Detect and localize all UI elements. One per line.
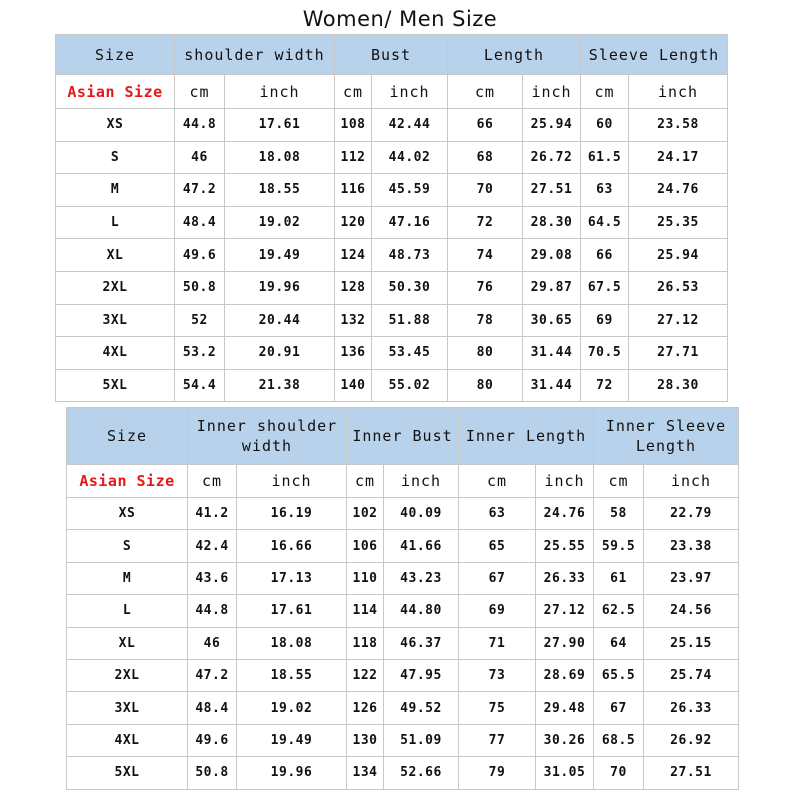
unit-label: inch (372, 75, 448, 109)
measurement-cell: 124 (335, 239, 372, 272)
measurement-cell: 70 (448, 174, 523, 207)
unit-label: inch (536, 465, 594, 498)
measurement-cell: 31.05 (536, 757, 594, 789)
measurement-cell: 53.45 (372, 337, 448, 370)
table-row (56, 109, 728, 142)
measurement-cell: 44.8 (175, 109, 225, 142)
measurement-cell: 18.08 (225, 141, 335, 174)
measurement-cell: 30.65 (523, 304, 581, 337)
size-cell: S (56, 141, 175, 174)
measurement-cell: 67.5 (581, 271, 629, 304)
measurement-cell: 21.38 (225, 369, 335, 402)
measurement-cell: 108 (335, 109, 372, 142)
measurement-cell: 55.02 (372, 369, 448, 402)
measurement-cell: 78 (448, 304, 523, 337)
table-row (56, 141, 728, 174)
measurement-cell: 67 (459, 562, 536, 594)
measurement-cell: 76 (448, 271, 523, 304)
header-size: Size (67, 408, 188, 465)
table-row (67, 627, 739, 659)
measurement-cell: 47.2 (188, 659, 237, 691)
measurement-cell: 20.44 (225, 304, 335, 337)
measurement-cell: 64 (594, 627, 644, 659)
unit-label: inch (225, 75, 335, 109)
measurement-cell: 50.30 (372, 271, 448, 304)
measurement-cell: 18.55 (225, 174, 335, 207)
table-row (67, 498, 739, 530)
measurement-cell: 102 (347, 498, 384, 530)
header-sleeve-length: Sleeve Length (581, 35, 728, 75)
measurement-cell: 50.8 (188, 757, 237, 789)
measurement-cell: 45.59 (372, 174, 448, 207)
measurement-cell: 24.76 (629, 174, 728, 207)
measurement-cell: 26.92 (644, 724, 739, 756)
measurement-cell: 17.13 (237, 562, 347, 594)
header-row (67, 408, 739, 465)
table-row (67, 724, 739, 756)
measurement-cell: 42.4 (188, 530, 237, 562)
measurement-cell: 52 (175, 304, 225, 337)
measurement-cell: 79 (459, 757, 536, 789)
measurement-cell: 51.09 (384, 724, 459, 756)
measurement-cell: 47.2 (175, 174, 225, 207)
table-row (56, 304, 728, 337)
measurement-cell: 27.51 (523, 174, 581, 207)
measurement-cell: 31.44 (523, 369, 581, 402)
measurement-cell: 27.90 (536, 627, 594, 659)
table-row (67, 530, 739, 562)
measurement-cell: 23.38 (644, 530, 739, 562)
measurement-cell: 60 (581, 109, 629, 142)
measurement-cell: 46 (188, 627, 237, 659)
header-bust: Bust (335, 35, 448, 75)
unit-label: cm (448, 75, 523, 109)
measurement-cell: 16.66 (237, 530, 347, 562)
header-inner-sleeve-length: Inner Sleeve Length (594, 408, 739, 465)
measurement-cell: 118 (347, 627, 384, 659)
page-title: Women/ Men Size (302, 7, 498, 31)
measurement-cell: 74 (448, 239, 523, 272)
measurement-cell: 140 (335, 369, 372, 402)
unit-label: inch (644, 465, 739, 498)
measurement-cell: 80 (448, 369, 523, 402)
table-row (67, 562, 739, 594)
measurement-cell: 41.66 (384, 530, 459, 562)
size-cell: M (67, 562, 188, 594)
measurement-cell: 47.16 (372, 206, 448, 239)
size-cell: XL (67, 627, 188, 659)
header-shoulder-width: shoulder width (175, 35, 335, 75)
table-row (56, 337, 728, 370)
unit-label: inch (629, 75, 728, 109)
size-cell: L (67, 595, 188, 627)
size-cell: 5XL (67, 757, 188, 789)
measurement-cell: 17.61 (237, 595, 347, 627)
measurement-cell: 27.12 (536, 595, 594, 627)
unit-label: inch (523, 75, 581, 109)
measurement-cell: 114 (347, 595, 384, 627)
size-cell: 2XL (67, 659, 188, 691)
measurement-cell: 134 (347, 757, 384, 789)
measurement-cell: 19.96 (237, 757, 347, 789)
measurement-cell: 49.52 (384, 692, 459, 724)
measurement-cell: 72 (581, 369, 629, 402)
table-row (67, 692, 739, 724)
measurement-cell: 58 (594, 498, 644, 530)
measurement-cell: 19.02 (225, 206, 335, 239)
measurement-cell: 46.37 (384, 627, 459, 659)
unit-label: cm (594, 465, 644, 498)
size-cell: M (56, 174, 175, 207)
measurement-cell: 40.09 (384, 498, 459, 530)
header-size: Size (56, 35, 175, 75)
unit-label: cm (347, 465, 384, 498)
table-row (56, 369, 728, 402)
measurement-cell: 18.55 (237, 659, 347, 691)
measurement-cell: 54.4 (175, 369, 225, 402)
measurement-cell: 126 (347, 692, 384, 724)
measurement-cell: 44.8 (188, 595, 237, 627)
measurement-cell: 42.44 (372, 109, 448, 142)
measurement-cell: 62.5 (594, 595, 644, 627)
size-cell: 4XL (67, 724, 188, 756)
measurement-cell: 26.33 (644, 692, 739, 724)
header-inner-length: Inner Length (459, 408, 594, 465)
measurement-cell: 16.19 (237, 498, 347, 530)
measurement-cell: 130 (347, 724, 384, 756)
size-cell: 3XL (67, 692, 188, 724)
unit-label: cm (459, 465, 536, 498)
measurement-cell: 43.23 (384, 562, 459, 594)
size-table-inner-measurements (66, 407, 739, 790)
units-row (56, 75, 728, 109)
measurement-cell: 19.49 (237, 724, 347, 756)
table-row (67, 659, 739, 691)
measurement-cell: 61.5 (581, 141, 629, 174)
size-cell: 5XL (56, 369, 175, 402)
measurement-cell: 29.08 (523, 239, 581, 272)
measurement-cell: 23.58 (629, 109, 728, 142)
measurement-cell: 26.33 (536, 562, 594, 594)
measurement-cell: 26.53 (629, 271, 728, 304)
measurement-cell: 71 (459, 627, 536, 659)
measurement-cell: 24.17 (629, 141, 728, 174)
measurement-cell: 19.96 (225, 271, 335, 304)
measurement-cell: 49.6 (175, 239, 225, 272)
measurement-cell: 61 (594, 562, 644, 594)
measurement-cell: 19.02 (237, 692, 347, 724)
table-row (56, 271, 728, 304)
measurement-cell: 44.80 (384, 595, 459, 627)
measurement-cell: 112 (335, 141, 372, 174)
unit-label: cm (335, 75, 372, 109)
measurement-cell: 66 (581, 239, 629, 272)
size-cell: XS (56, 109, 175, 142)
measurement-cell: 19.49 (225, 239, 335, 272)
measurement-cell: 59.5 (594, 530, 644, 562)
measurement-cell: 120 (335, 206, 372, 239)
measurement-cell: 25.15 (644, 627, 739, 659)
size-cell: XL (56, 239, 175, 272)
measurement-cell: 128 (335, 271, 372, 304)
measurement-cell: 28.69 (536, 659, 594, 691)
measurement-cell: 73 (459, 659, 536, 691)
measurement-cell: 116 (335, 174, 372, 207)
measurement-cell: 63 (581, 174, 629, 207)
measurement-cell: 46 (175, 141, 225, 174)
measurement-cell: 69 (459, 595, 536, 627)
unit-label: cm (581, 75, 629, 109)
measurement-cell: 17.61 (225, 109, 335, 142)
units-row (67, 465, 739, 498)
measurement-cell: 29.48 (536, 692, 594, 724)
unit-label: inch (237, 465, 347, 498)
measurement-cell: 27.12 (629, 304, 728, 337)
measurement-cell: 25.35 (629, 206, 728, 239)
measurement-cell: 30.26 (536, 724, 594, 756)
measurement-cell: 65 (459, 530, 536, 562)
size-cell: XS (67, 498, 188, 530)
measurement-cell: 70.5 (581, 337, 629, 370)
measurement-cell: 27.71 (629, 337, 728, 370)
measurement-cell: 49.6 (188, 724, 237, 756)
measurement-cell: 27.51 (644, 757, 739, 789)
measurement-cell: 29.87 (523, 271, 581, 304)
measurement-cell: 48.4 (188, 692, 237, 724)
table-row (56, 206, 728, 239)
measurement-cell: 53.2 (175, 337, 225, 370)
measurement-cell: 69 (581, 304, 629, 337)
measurement-cell: 64.5 (581, 206, 629, 239)
measurement-cell: 65.5 (594, 659, 644, 691)
table-row (56, 174, 728, 207)
table-row (56, 239, 728, 272)
measurement-cell: 122 (347, 659, 384, 691)
measurement-cell: 68.5 (594, 724, 644, 756)
measurement-cell: 44.02 (372, 141, 448, 174)
measurement-cell: 72 (448, 206, 523, 239)
measurement-cell: 25.55 (536, 530, 594, 562)
size-table-outer-measurements (55, 34, 728, 402)
measurement-cell: 18.08 (237, 627, 347, 659)
measurement-cell: 66 (448, 109, 523, 142)
measurement-cell: 41.2 (188, 498, 237, 530)
measurement-cell: 52.66 (384, 757, 459, 789)
measurement-cell: 24.76 (536, 498, 594, 530)
measurement-cell: 28.30 (523, 206, 581, 239)
size-cell: L (56, 206, 175, 239)
measurement-cell: 136 (335, 337, 372, 370)
table-row (67, 757, 739, 789)
measurement-cell: 106 (347, 530, 384, 562)
measurement-cell: 63 (459, 498, 536, 530)
measurement-cell: 20.91 (225, 337, 335, 370)
header-length: Length (448, 35, 581, 75)
size-cell: S (67, 530, 188, 562)
measurement-cell: 77 (459, 724, 536, 756)
measurement-cell: 43.6 (188, 562, 237, 594)
header-inner-shoulder-width: Inner shoulder width (188, 408, 347, 465)
unit-label: cm (175, 75, 225, 109)
measurement-cell: 50.8 (175, 271, 225, 304)
size-cell: 3XL (56, 304, 175, 337)
unit-label: inch (384, 465, 459, 498)
measurement-cell: 47.95 (384, 659, 459, 691)
unit-label: cm (188, 465, 237, 498)
measurement-cell: 48.4 (175, 206, 225, 239)
measurement-cell: 23.97 (644, 562, 739, 594)
measurement-cell: 24.56 (644, 595, 739, 627)
measurement-cell: 25.74 (644, 659, 739, 691)
asian-size-label: Asian Size (67, 465, 188, 498)
measurement-cell: 26.72 (523, 141, 581, 174)
size-cell: 2XL (56, 271, 175, 304)
measurement-cell: 132 (335, 304, 372, 337)
measurement-cell: 70 (594, 757, 644, 789)
asian-size-label: Asian Size (56, 75, 175, 109)
measurement-cell: 31.44 (523, 337, 581, 370)
measurement-cell: 110 (347, 562, 384, 594)
measurement-cell: 80 (448, 337, 523, 370)
measurement-cell: 25.94 (523, 109, 581, 142)
header-row (56, 35, 728, 75)
measurement-cell: 67 (594, 692, 644, 724)
measurement-cell: 25.94 (629, 239, 728, 272)
measurement-cell: 75 (459, 692, 536, 724)
table-row (67, 595, 739, 627)
measurement-cell: 22.79 (644, 498, 739, 530)
measurement-cell: 68 (448, 141, 523, 174)
size-cell: 4XL (56, 337, 175, 370)
measurement-cell: 48.73 (372, 239, 448, 272)
measurement-cell: 28.30 (629, 369, 728, 402)
header-inner-bust: Inner Bust (347, 408, 459, 465)
measurement-cell: 51.88 (372, 304, 448, 337)
